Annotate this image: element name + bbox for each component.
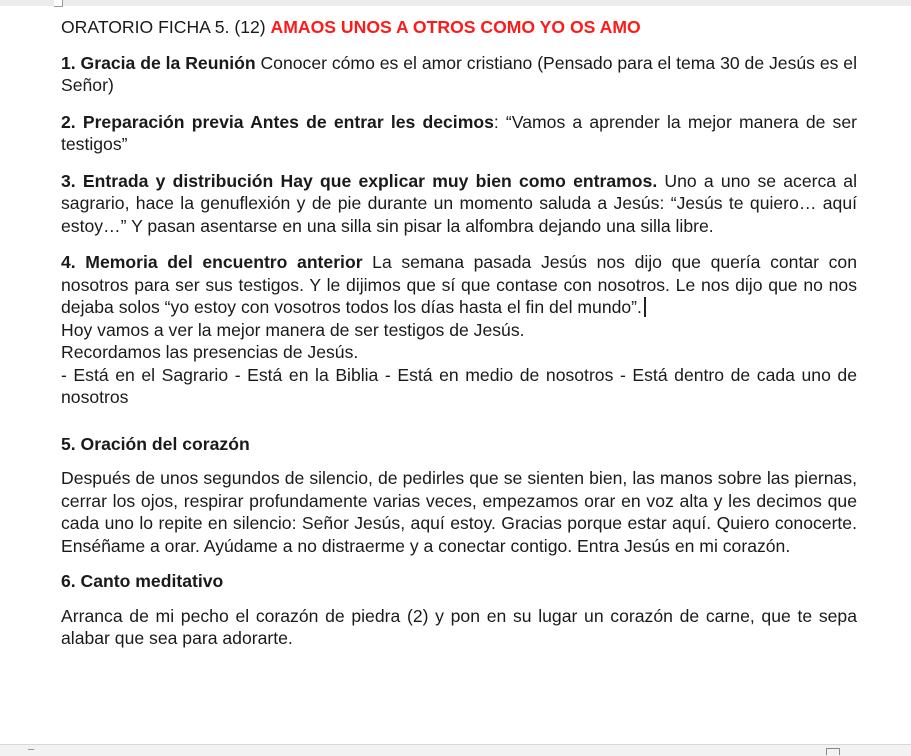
section-4-line-3: Recordamos las presencias de Jesús.	[61, 342, 359, 362]
section-5-text: Después de unos segundos de silencio, de pedirles que se sienten bien, las manos sobre las piernas, cerrar los ojos, respirar profundamente varias veces, empezamos orar en voz alta y les decimos que cada uno lo repite en silencio: Señor Jesús, aquí estoy. Gracias porque estar aquí. Quiero conocerte. Enséñame a orar. Ayúdame a no distraerme y a conectar contigo. Entra Jesús en mi corazón.	[61, 468, 857, 556]
section-1-text: Conocer cómo es el amor cristiano (Pensado para el tema 30 de Jesús es el Señor)	[61, 52, 858, 95]
section-2-heading: 2. Preparación previa Antes de entrar les decimos	[61, 111, 494, 132]
section-1-heading: 1. Gracia de la Reunión	[61, 52, 256, 73]
section-5-heading	[61, 433, 857, 456]
title-highlight: AMAOS UNOS A OTROS COMO YO OS AMO	[270, 17, 641, 37]
text-cursor	[644, 297, 646, 317]
document-title	[61, 16, 857, 39]
title-prefix: ORATORIO FICHA 5. (12)	[61, 17, 271, 37]
section-6-heading	[61, 570, 857, 593]
page-corner-marker	[54, 0, 63, 7]
section-6-heading-text: 6. Canto meditativo	[61, 571, 224, 591]
bottom-tick	[28, 749, 34, 753]
section-2-text: : “Vamos a aprender la mejor manera de ser testigos”	[61, 111, 857, 154]
section-3-heading: 3. Entrada y distribución Hay que explicar muy bien como entramos.	[61, 170, 658, 191]
section-4-heading: 4. Memoria del encuentro anterior	[61, 252, 363, 272]
section-4-text: La semana pasada Jesús nos dijo que quería contar con nosotros para ser sus testigos. Y le dijimos que sí que contase con nosotros. Le nos dijo que no nos dejaba solos “yo estoy con vosotros todos los días hasta el fin del mundo”.	[61, 252, 857, 317]
top-edge	[0, 0, 911, 6]
section-1	[61, 52, 857, 97]
section-3-text: Uno a uno se acerca al sagrario, hace la genuflexión y de pie durante un momento saluda a Jesús: “Jesús te quiero… aquí estoy…” Y pasan asentarse en una silla sin pisar la alfombra dejando una silla libre.	[61, 170, 857, 236]
section-3	[61, 170, 857, 238]
bottom-marker	[826, 748, 840, 755]
bottom-edge	[0, 744, 911, 756]
section-4	[61, 251, 857, 319]
section-5-heading-text: 5. Oración del corazón	[61, 433, 250, 454]
section-4-line-2: Hoy vamos a ver la mejor manera de ser testigos de Jesús.	[61, 319, 525, 340]
section-2	[61, 111, 857, 156]
section-4-line-4: - Está en el Sagrario - Está en la Biblia - Está en medio de nosotros - Está dentro de cada uno de nosotros	[61, 364, 857, 407]
document-page[interactable]	[61, 16, 857, 650]
section-6-text: Arranca de mi pecho el corazón de piedra (2) y pon en su lugar un corazón de carne, que te sepa alabar que sea para adorarte.	[61, 605, 857, 648]
